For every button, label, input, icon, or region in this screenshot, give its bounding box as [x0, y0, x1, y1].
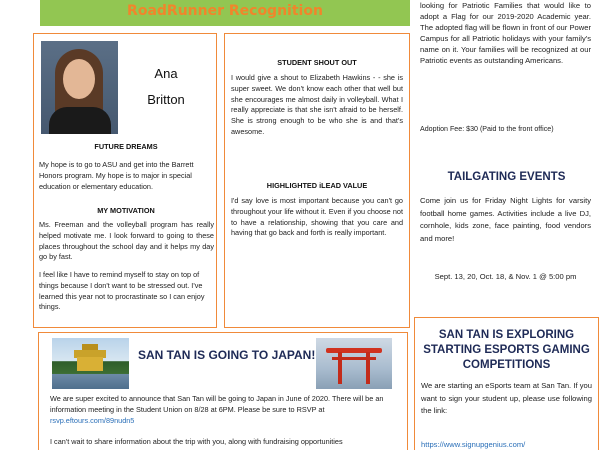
tailgating-dates: Sept. 13, 20, Oct. 18, & Nov. 1 @ 5:00 pm: [434, 272, 577, 281]
recognition-banner: [40, 0, 410, 26]
rsvp-link[interactable]: rsvp.eftours.com/89nudn5: [50, 416, 135, 425]
golden-pavilion-image: [52, 338, 129, 389]
tailgating-heading: TAILGATING EVENTS: [447, 171, 566, 183]
torii-gate-image: [316, 338, 392, 389]
motivation-heading: MY MOTIVATION: [97, 206, 155, 215]
student-first-name: Ana: [154, 66, 178, 81]
future-dreams-heading: FUTURE DREAMS: [94, 142, 158, 151]
japan-title: SAN TAN IS GOING TO JAPAN!: [138, 348, 316, 362]
adoption-fee: Adoption Fee: $30 (Paid to the front office): [420, 125, 554, 133]
tailgating-text: Come join us for Friday Night Lights for varsity football home games. Activities include a live DJ, cornhole, kids zone, face painting, food vendors and more!: [420, 196, 591, 243]
banner-title: RoadRunner Recognition: [127, 3, 323, 19]
ilead-text: I'd say love is most important because you can't go throughout your life without it. Even if you choose not to have a relationship, showing that you care and having that go back and forth is really important.: [231, 196, 403, 238]
flag-adoption-text: looking for Patriotic Families that would like to adopt a Flag for our 2019-2020 Academic year. The adopted flag will be flown in front of our Power Campus for all Patriotic holidays with your family's name on it. Your families will be recognized at our Patriotic events as outstanding Americans.: [420, 1, 591, 65]
motivation-text-2: I feel like I have to remind myself to stay on top of things because I don't want to be stressed out. I've learned this year not to procrastinate so I can enjoy things.: [39, 270, 205, 312]
esports-text: We are starting an eSports team at San Tan. If you want to sign your student up, please use following the link:: [421, 381, 592, 415]
japan-text-2: I can't wait to share information about the trip with you, along with fundraising opportunities: [50, 437, 343, 446]
japan-text-1: We are super excited to announce that San Tan will be going to Japan in June of 2020. There will be an information meeting in the Student Union on 8/28 at 6PM. Please be sure to RSVP at: [50, 394, 384, 414]
student-photo: [41, 41, 118, 134]
future-dreams-text: My hope is to go to ASU and get into the Barrett Honors program. My hope is to major in special education or elementary education.: [39, 160, 194, 191]
esports-heading: SAN TAN IS EXPLORING STARTING ESPORTS GAMING COMPETITIONS: [423, 329, 590, 371]
ilead-heading: HIGHLIGHTED iLEAD VALUE: [266, 181, 368, 190]
shout-out-heading: STUDENT SHOUT OUT: [277, 58, 357, 67]
student-last-name: Britton: [147, 92, 185, 107]
signup-link[interactable]: https://www.signupgenius.com/: [421, 440, 526, 449]
motivation-text-1: Ms. Freeman and the volleyball program has really helped motivate me. I look forward to going to these places throughout the school day and it helps my day go by fast.: [39, 220, 214, 262]
shout-out-text: I would give a shout to Elizabeth Hawkins - - she is super sweet. We don't know each other that well but she encourages me almost daily in volleyball. What I really appreciate is that she isn't afraid to be herself. She is strong enough to be who she is and that's awesome.: [231, 73, 403, 136]
